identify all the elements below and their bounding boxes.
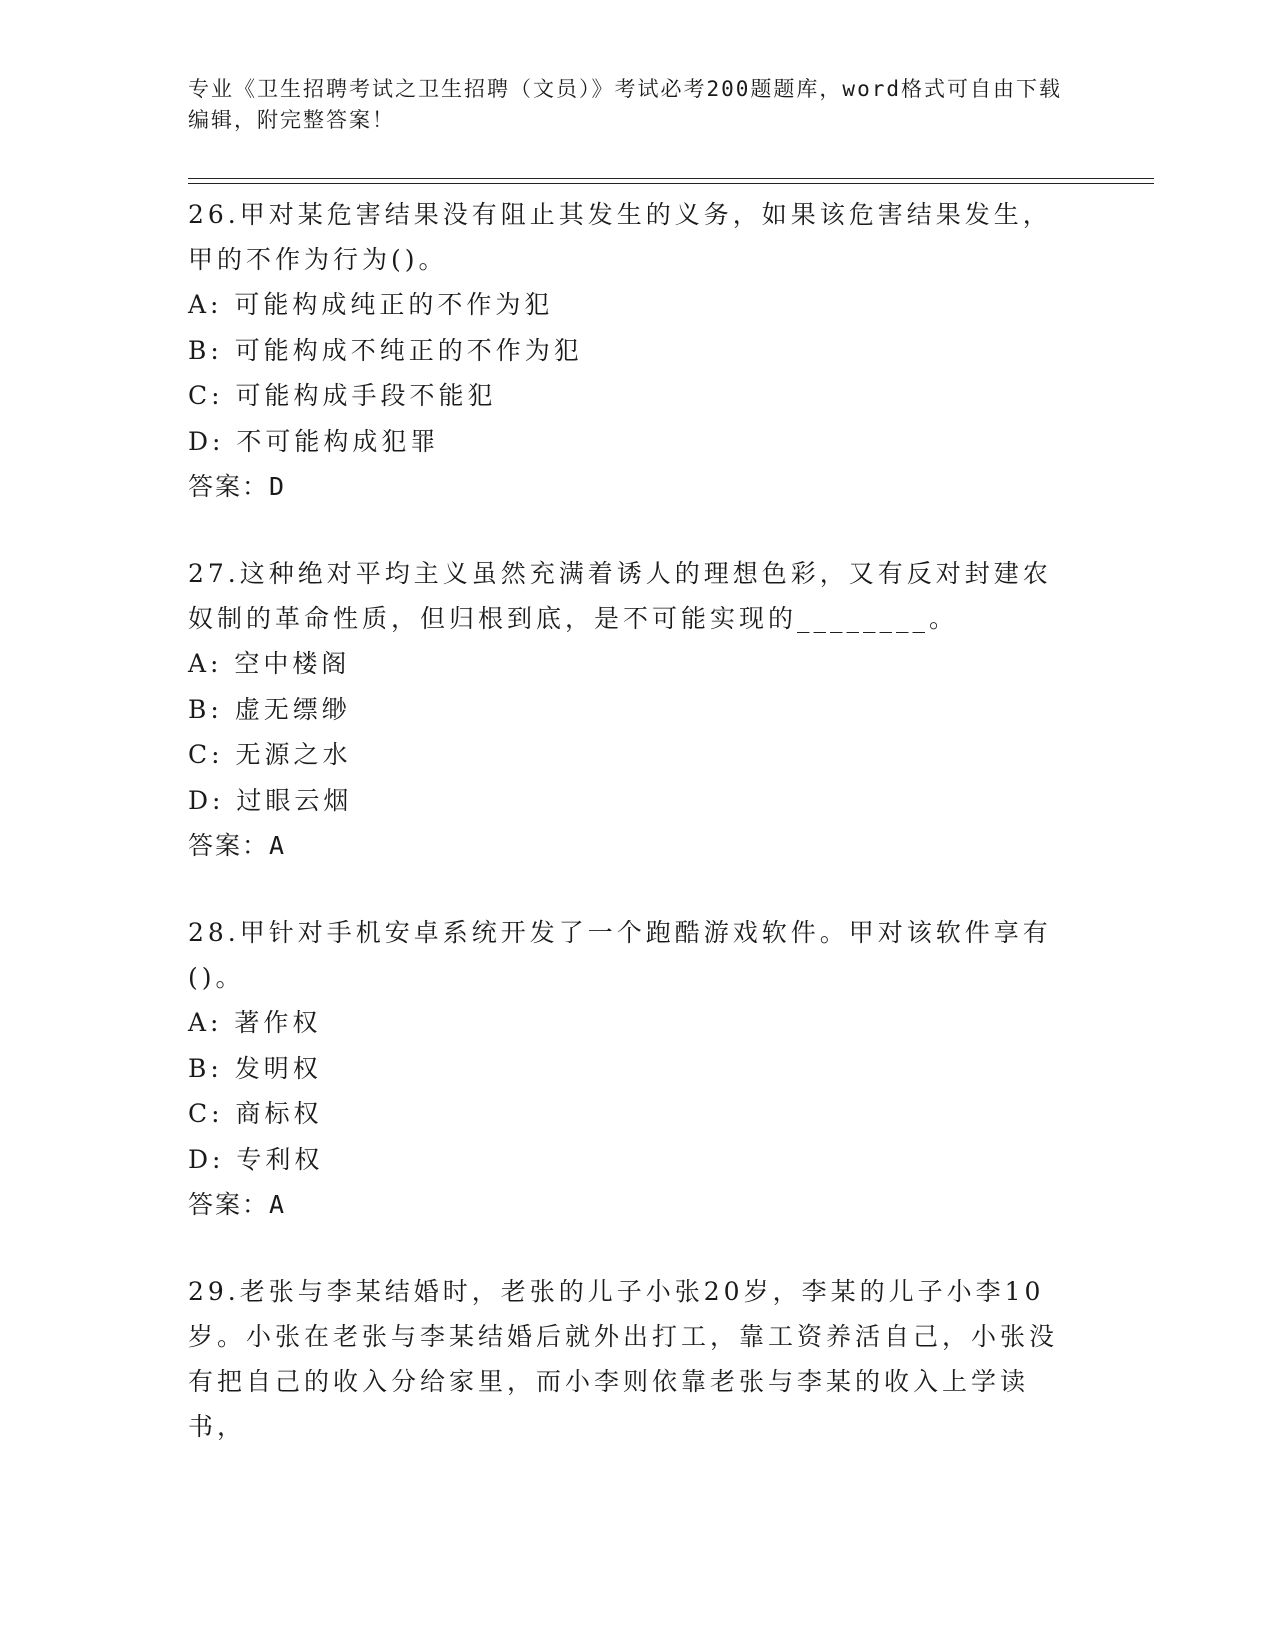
question-stem: 29.老张与李某结婚时，老张的儿子小张20岁，李某的儿子小李10岁。小张在老张与李某结婚后就外出打工，靠工资养活自己，小张没有把自己的收入分给家里，而小李则依靠老张与李某的收入上学读书， <box>188 1277 1059 1441</box>
question-stem: 28.甲针对手机安卓系统开发了一个跑酷游戏软件。甲对该软件享有()。 <box>188 918 1052 992</box>
question-27 <box>188 551 1068 868</box>
option-a: A: 空中楼阁 <box>188 649 351 678</box>
question-list <box>188 192 1068 1449</box>
option-c: C: 商标权 <box>188 1099 323 1128</box>
option-b: B: 可能构成不纯正的不作为犯 <box>188 335 583 365</box>
option-d: D: 专利权 <box>188 1144 324 1174</box>
question-26 <box>188 192 1068 509</box>
answer-line: 答案：A <box>188 1190 287 1219</box>
option-a: A: 可能构成纯正的不作为犯 <box>188 290 554 319</box>
option-d: D: 过眼云烟 <box>188 785 353 815</box>
option-c: C: 无源之水 <box>188 740 352 769</box>
question-spacer <box>188 868 1068 910</box>
header-divider-top <box>188 178 1154 179</box>
question-spacer <box>188 509 1068 551</box>
question-28 <box>188 910 1068 1227</box>
document-header: 专业《卫生招聘考试之卫生招聘（文员）》考试必考200题题库，word格式可自由下载编辑，附完整答案！ <box>188 77 1062 132</box>
question-stem: 27.这种绝对平均主义虽然充满着诱人的理想色彩，又有反对封建农奴制的革命性质，但归根到底，是不可能实现的________。 <box>188 559 1052 633</box>
option-a: A: 著作权 <box>188 1008 322 1037</box>
option-b: B: 虚无缥缈 <box>188 694 351 724</box>
answer-line: 答案：A <box>188 831 287 860</box>
question-spacer <box>188 1227 1068 1269</box>
option-d: D: 不可能构成犯罪 <box>188 426 440 456</box>
answer-line: 答案：D <box>188 472 287 501</box>
option-c: C: 可能构成手段不能犯 <box>188 381 497 410</box>
question-stem: 26.甲对某危害结果没有阻止其发生的义务，如果该危害结果发生，甲的不作为行为()。 <box>188 200 1052 274</box>
option-b: B: 发明权 <box>188 1053 322 1083</box>
question-29 <box>188 1269 1068 1449</box>
header-divider-bottom <box>188 183 1154 184</box>
